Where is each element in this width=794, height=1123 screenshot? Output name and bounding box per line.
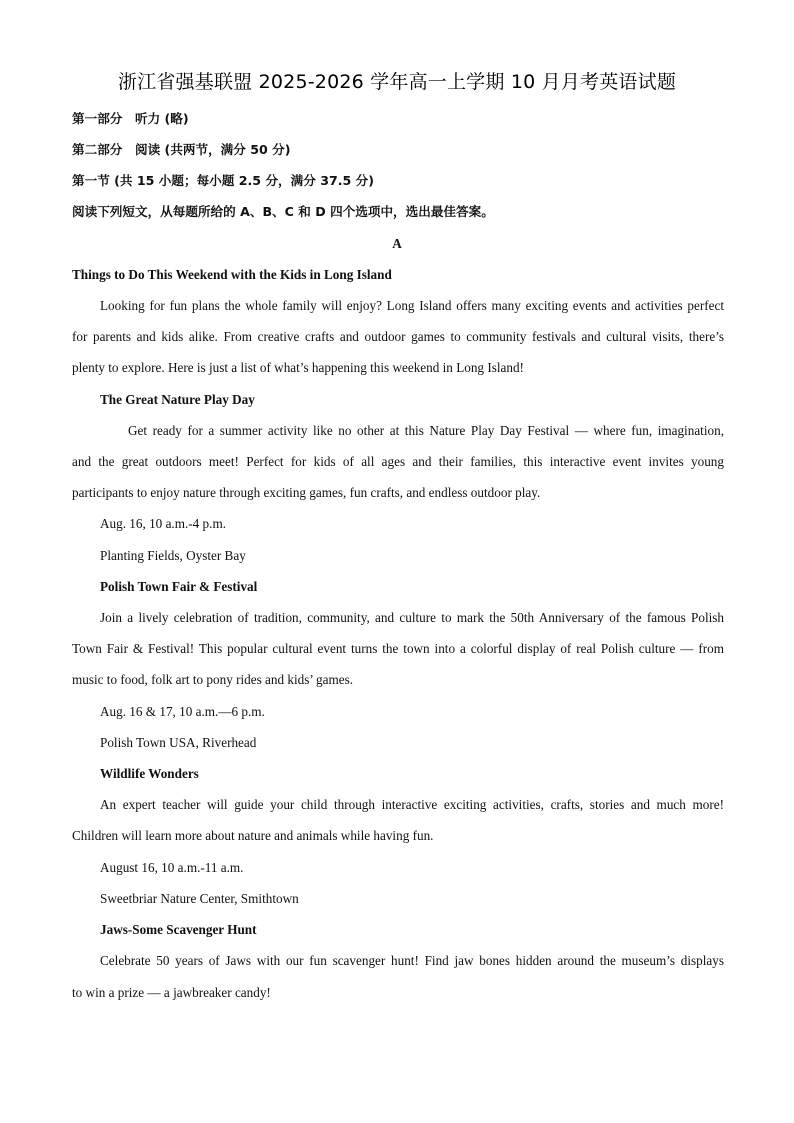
instruction-text: 阅读下列短文，从每题所给的 A、B、C 和 D 四个选项中，选出最佳答案。: [72, 204, 494, 219]
part1-heading: 第一部分 听力 (略): [72, 111, 189, 126]
intro-line: plenty to explore. Here is just a list of what’s happening this weekend in Long Island!: [72, 360, 524, 375]
event-title: Polish Town Fair & Festival: [100, 579, 258, 594]
event-place: Planting Fields, Oyster Bay: [100, 548, 246, 563]
event-text-line: and the great outdoors meet! Perfect for kids of all ages and their families, this interactive event invites young: [72, 454, 724, 469]
document-title: 浙江省强基联盟 2025-2026 学年高一上学期 10 月月考英语试题: [117, 71, 677, 93]
passage-label: A: [392, 236, 402, 251]
event-text-line: to win a prize — a jawbreaker candy!: [72, 985, 271, 1000]
section1-heading: 第一节 (共 15 小题；每小题 2.5 分，满分 37.5 分): [72, 173, 375, 188]
intro-line: for parents and kids alike. From creative crafts and outdoor games to community festivals and cultural visits, there’s: [72, 329, 724, 344]
event-text-line: An expert teacher will guide your child through interactive exciting activities, crafts, stories and much more!: [100, 797, 724, 812]
intro-line: Looking for fun plans the whole family will enjoy? Long Island offers many exciting events and activities perfect: [100, 298, 724, 313]
event-time: August 16, 10 a.m.-11 a.m.: [100, 860, 244, 875]
event-title: Jaws-Some Scavenger Hunt: [100, 922, 257, 937]
event-text-line: participants to enjoy nature through exciting games, fun crafts, and endless outdoor play.: [72, 485, 541, 500]
event-text-line: Celebrate 50 years of Jaws with our fun scavenger hunt! Find jaw bones hidden around the museum’s displays: [100, 953, 724, 968]
event-title: Wildlife Wonders: [100, 766, 199, 781]
passage-heading: Things to Do This Weekend with the Kids in Long Island: [72, 267, 392, 282]
part2-heading: 第二部分 阅读 (共两节，满分 50 分): [72, 142, 291, 157]
event-time: Aug. 16 & 17, 10 a.m.—6 p.m.: [100, 704, 265, 719]
event-text-line: music to food, folk art to pony rides and kids’ games.: [72, 672, 354, 687]
event-text-line: Join a lively celebration of tradition, community, and culture to mark the 50th Anniversary of the famous Polish: [100, 610, 724, 625]
event-place: Polish Town USA, Riverhead: [100, 735, 257, 750]
event-title: The Great Nature Play Day: [100, 392, 255, 407]
event-time: Aug. 16, 10 a.m.-4 p.m.: [100, 516, 227, 531]
event-text-line: Get ready for a summer activity like no other at this Nature Play Day Festival — where fun, imagination,: [128, 423, 724, 438]
event-place: Sweetbriar Nature Center, Smithtown: [100, 891, 299, 906]
event-text-line: Children will learn more about nature and animals while having fun.: [72, 828, 434, 843]
event-text-line: Town Fair & Festival! This popular cultural event turns the town into a colorful display of real Polish culture — from: [72, 641, 724, 656]
